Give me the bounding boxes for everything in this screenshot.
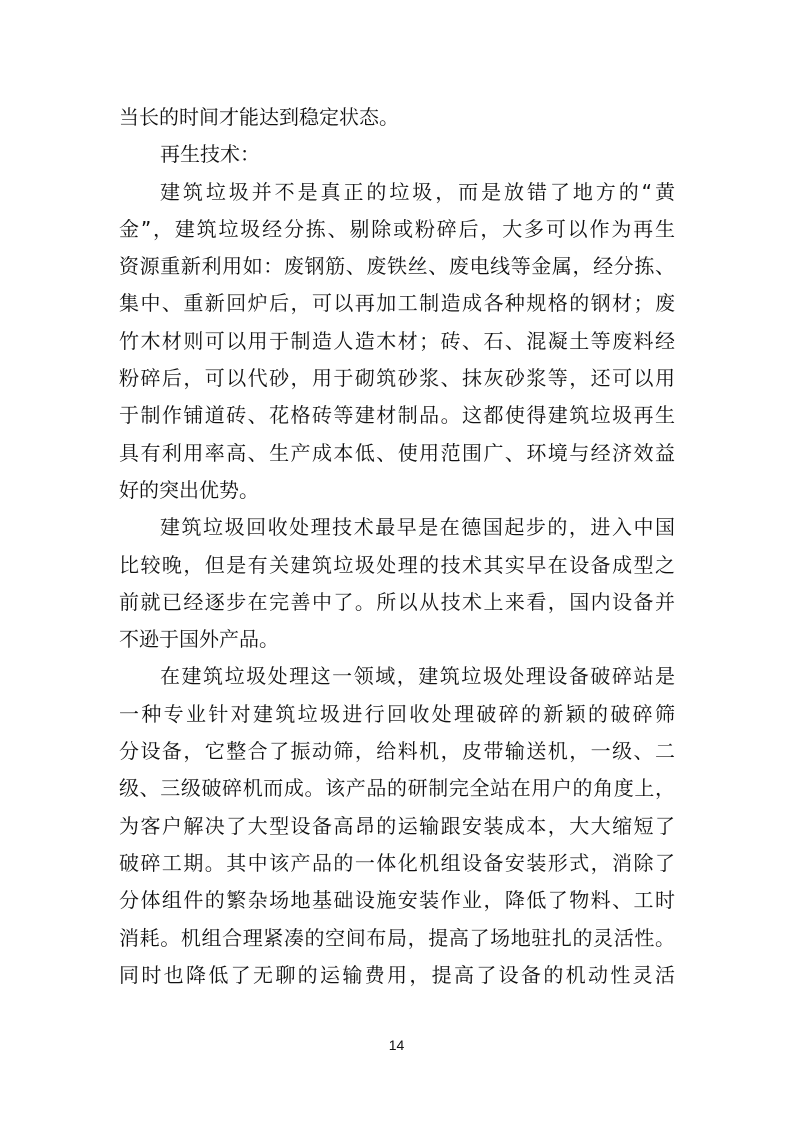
paragraph-line: 粉碎后，可以代砂，用于砌筑砂浆、抹灰砂浆等，还可以用	[119, 366, 675, 391]
paragraph-line: 建筑垃圾回收处理技术最早是在德国起步的，进入中国	[160, 515, 675, 540]
paragraph-line: 竹木材则可以用于制造人造木材；砖、石、混凝土等废料经	[119, 328, 675, 353]
paragraph-line: 消耗。机组合理紧凑的空间布局，提高了场地驻扎的灵活性。	[119, 925, 675, 950]
paragraph-line: 于制作铺道砖、花格砖等建材制品。这都使得建筑垃圾再生	[119, 403, 675, 428]
paragraph-line: 一种专业针对建筑垃圾进行回收处理破碎的新颖的破碎筛	[119, 701, 675, 726]
page-number: 14	[388, 1037, 405, 1053]
paragraph-line: 分体组件的繁杂场地基础设施安装作业，降低了物料、工时	[119, 888, 675, 913]
paragraph-line: 分设备，它整合了振动筛，给料机，皮带输送机，一级、二	[119, 739, 675, 764]
paragraph-line: 前就已经逐步在完善中了。所以从技术上来看，国内设备并	[119, 589, 675, 614]
paragraph-line: 建筑垃圾并不是真正的垃圾，而是放错了地方的“黄	[160, 179, 675, 204]
paragraph-line: 破碎工期。其中该产品的一体化机组设备安装形式，消除了	[119, 850, 675, 875]
paragraph-line: 级、三级破碎机而成。该产品的研制完全站在用户的角度上，	[119, 776, 675, 801]
section-heading: 再生技术：	[160, 142, 260, 167]
page-body	[119, 99, 675, 994]
paragraph-line: 集中、重新回炉后，可以再加工制造成各种规格的钢材；废	[119, 291, 675, 316]
paragraph-line: 比较晚，但是有关建筑垃圾处理的技术其实早在设备成型之	[119, 552, 675, 577]
paragraph-line: 同时也降低了无聊的运输费用，提高了设备的机动性灵活	[119, 962, 675, 987]
paragraph-line: 不逊于国外产品。	[119, 627, 279, 652]
paragraph-line: 具有利用率高、生产成本低、使用范围广、环境与经济效益	[119, 440, 675, 465]
paragraph-line: 金”，建筑垃圾经分拣、剔除或粉碎后，大多可以作为再生	[119, 216, 675, 241]
paragraph-line: 为客户解决了大型设备高昂的运输跟安装成本，大大缩短了	[119, 813, 675, 838]
paragraph-line: 好的突出优势。	[119, 477, 259, 502]
paragraph-line: 当长的时间才能达到稳定状态。	[119, 105, 399, 129]
paragraph-line: 在建筑垃圾处理这一领域，建筑垃圾处理设备破碎站是	[160, 664, 675, 689]
paragraph-line: 资源重新利用如：废钢筋、废铁丝、废电线等金属，经分拣、	[119, 254, 675, 279]
